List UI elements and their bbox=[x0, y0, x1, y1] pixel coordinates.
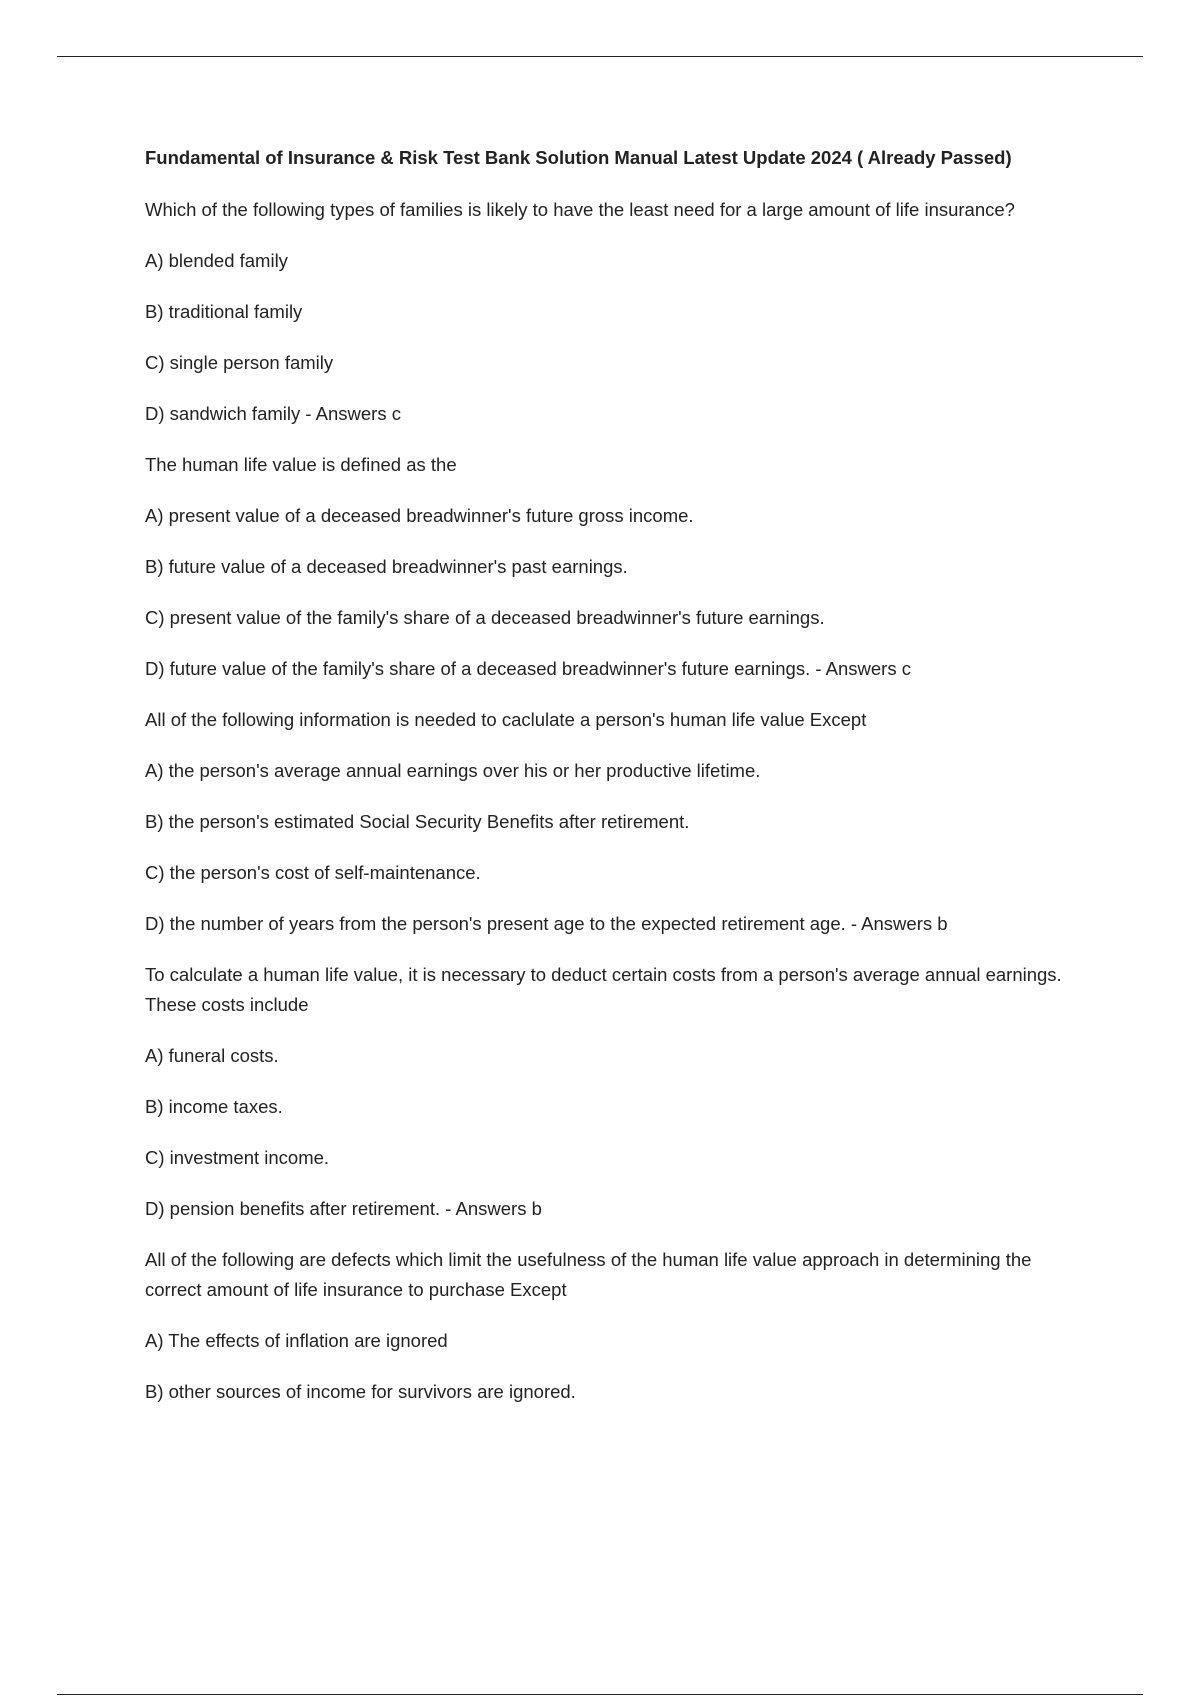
question-3-option-c: C) the person's cost of self-maintenance. bbox=[145, 862, 481, 883]
question-1-option-d-answer: D) sandwich family - Answers c bbox=[145, 403, 401, 424]
question-1-option-c: C) single person family bbox=[145, 352, 334, 373]
question-5-option-b: B) other sources of income for survivors are ignored. bbox=[145, 1381, 576, 1402]
question-1: Which of the following types of families is likely to have the least need for a large amount of life insurance? bbox=[145, 199, 1015, 220]
question-2-option-c: C) present value of the family's share of a deceased breadwinner's future earnings. bbox=[145, 607, 825, 628]
question-2-option-a: A) present value of a deceased breadwinner's future gross income. bbox=[145, 505, 694, 526]
question-1-option-b: B) traditional family bbox=[145, 301, 303, 322]
header-rule bbox=[57, 56, 1143, 57]
question-4-option-b: B) income taxes. bbox=[145, 1096, 283, 1117]
question-3-option-d-answer: D) the number of years from the person's present age to the expected retirement age. - Answers b bbox=[145, 913, 948, 934]
footer-rule bbox=[57, 1694, 1143, 1695]
question-4: To calculate a human life value, it is necessary to deduct certain costs from a person's average annual earnings. These costs include bbox=[145, 964, 1062, 1015]
question-4-option-d-answer: D) pension benefits after retirement. - Answers b bbox=[145, 1198, 542, 1219]
question-5: All of the following are defects which limit the usefulness of the human life value approach in determining the correct amount of life insurance to purchase Except bbox=[145, 1249, 1032, 1300]
question-2-option-d-answer: D) future value of the family's share of a deceased breadwinner's future earnings. - Answers c bbox=[145, 658, 911, 679]
document-title: Fundamental of Insurance & Risk Test Bank Solution Manual Latest Update 2024 ( Already Passed) bbox=[145, 147, 1012, 168]
question-3: All of the following information is needed to caclulate a person's human life value Except bbox=[145, 709, 867, 730]
page-body bbox=[145, 143, 1075, 1428]
question-2-option-b: B) future value of a deceased breadwinner's past earnings. bbox=[145, 556, 628, 577]
question-1-option-a: A) blended family bbox=[145, 250, 288, 271]
question-5-option-a: A) The effects of inflation are ignored bbox=[145, 1330, 448, 1351]
question-4-option-a: A) funeral costs. bbox=[145, 1045, 279, 1066]
question-3-option-b: B) the person's estimated Social Security Benefits after retirement. bbox=[145, 811, 690, 832]
question-2: The human life value is defined as the bbox=[145, 454, 457, 475]
question-3-option-a: A) the person's average annual earnings over his or her productive lifetime. bbox=[145, 760, 761, 781]
question-4-option-c: C) investment income. bbox=[145, 1147, 330, 1168]
